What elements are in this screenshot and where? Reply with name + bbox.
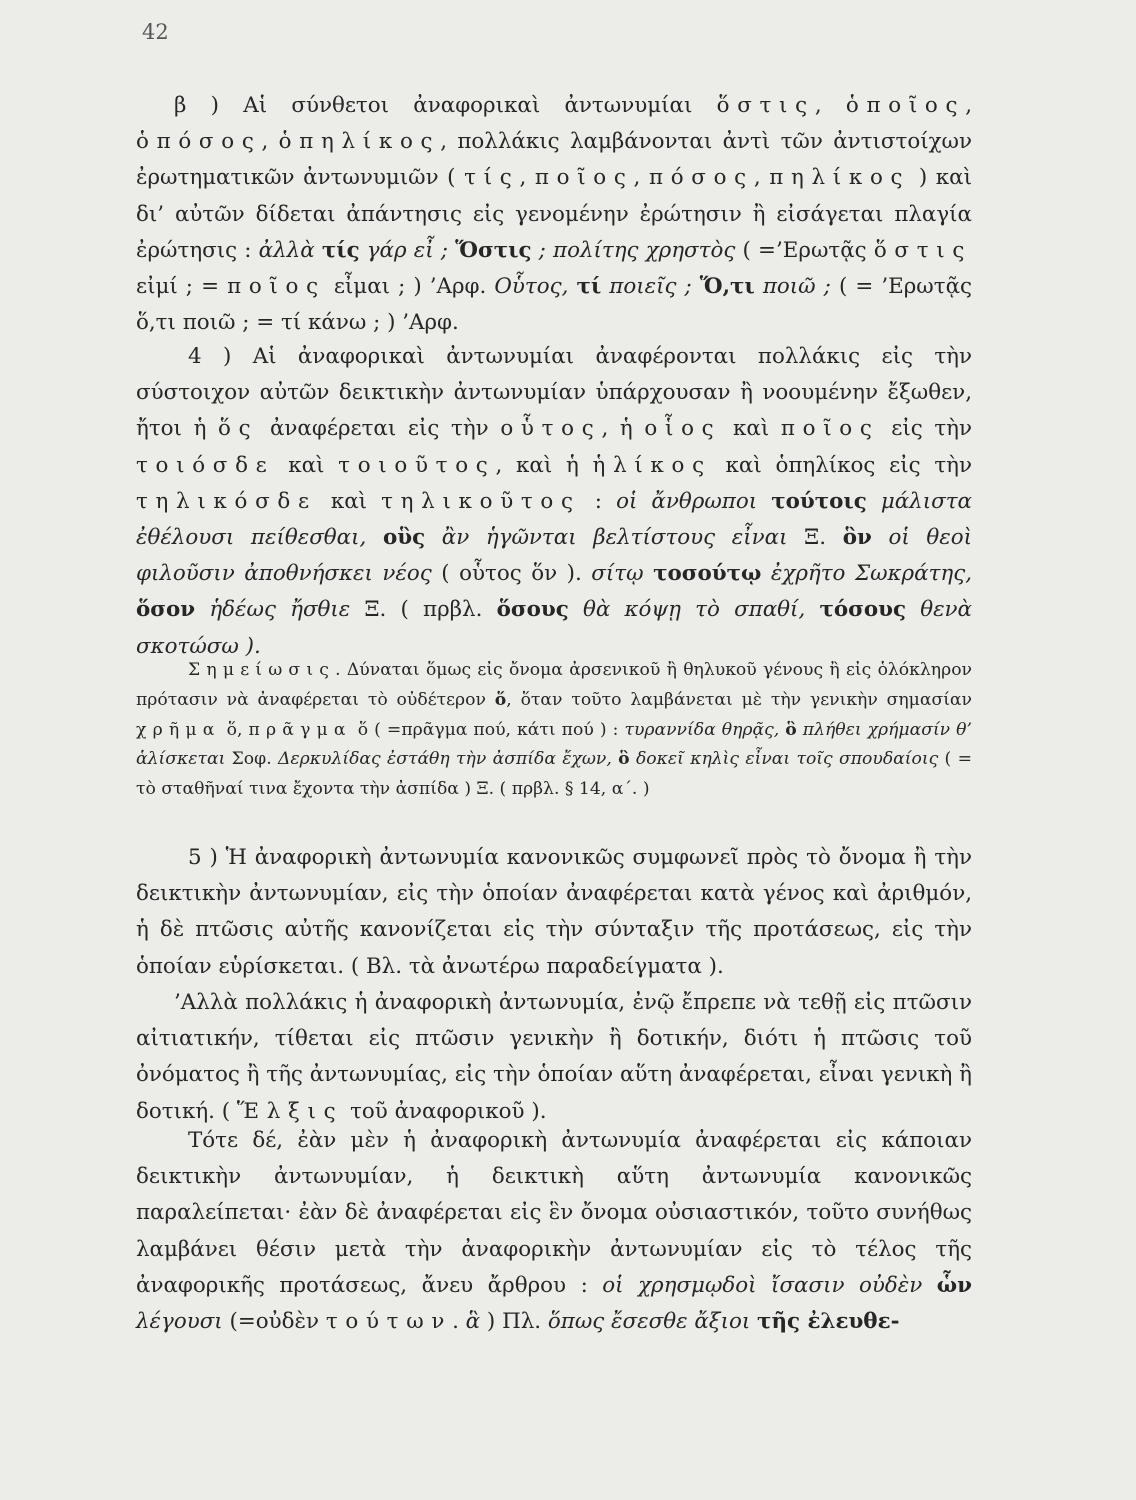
note-heading: Σημείωσις bbox=[188, 660, 336, 680]
term-oposos: ὁπόσος bbox=[136, 129, 262, 155]
term-pilikos: πηλίκος bbox=[769, 165, 911, 191]
term-ostis: ὅστις bbox=[716, 93, 815, 118]
paragraph-attraction: ’Αλλὰ πολλάκις ἡ ἀναφορικὴ ἀντωνυμία, ἐνῷ ἔπρεπε νὰ τεθῇ εἰς πτῶσιν αἰτιατικήν, τίθεται εἰς πτῶσιν γενικὴν ἢ δοτικήν, διότι ἡ πτῶσις τοῦ ὀνόματος ἢ τῆς ἀντωνυμίας, εἰς τὴν ὁποίαν αὕτη ἀναφέρεται, εἶναι γενικὴ ἢ δοτική. ( Ἕλξις τοῦ ἀναφορικοῦ ). bbox=[136, 990, 972, 1124]
p2-text: 4 ) Αἱ ἀναφορικαὶ ἀντωνυμίαι ἀναφέρονται πολλάκις εἰς τὴν σύστοιχον αὐτῶν δεικτικὴν ἀντωνυμίαν ὑπάρχουσαν ἢ νοουμένην ἔξωθεν, ἤτοι ἡ bbox=[136, 344, 972, 442]
term-poios: ποῖος bbox=[534, 165, 634, 191]
paragraph-4: 4 ) Αἱ ἀναφορικαὶ ἀντωνυμίαι ἀναφέρονται πολλάκις εἰς τὴν σύστοιχον αὐτῶν δεικτικὴν ἀντωνυμίαν ὑπάρχουσαν ἢ νοουμένην ἔξωθεν, ἤτοι ἡ ὅς ἀναφέρεται εἰς τὴν οὗτος, ἡ οἷος καὶ ποῖος εἰς τὴν τοιόσδε καὶ τοιοῦτος, καὶ ἡ ἡλίκος καὶ ὁπηλίκος εἰς τὴν τηλικόσδε καὶ τηλικοῦτος : οἱ ἄνθρωποι τούτοις μάλιστα ἐθέλουσι πείθεσθαι, οὓς ἂν ἡγῶνται βελτίστους εἶναι Ξ. ὃν οἱ θεοὶ φιλοῦσιν ἀποθνήσκει νέος ( οὗτος ὅν ). σίτῳ τοσούτῳ ἐχρῆτο Σωκράτης, ὅσον ἡδέως ἤσθιε Ξ. ( πρβλ. ὅσους θὰ κόψῃ τὸ σπαθί, τόσους θενὰ σκοτώσω ). bbox=[136, 344, 973, 659]
paragraph-beta: β ) Αἱ σύνθετοι ἀναφορικαὶ ἀντωνυμίαι ὅστις, ὁποῖος, ὁπόσος, ὁπηλίκος, πολλάκις λαμβάνονται ἀντὶ τῶν ἀντιστοίχων ἐρωτηματικῶν ἀντωνυμιῶν ( τίς, ποῖος, πόσος, πηλίκος ) καὶ δι’ αὐτῶν δίδεται ἀπάντησις εἰς γενομένην ἐρώτησιν ἢ εἰσάγεται πλαγία ἐρώτησις : ἀλλὰ τίς γάρ εἶ ; Ὅστις ; πολίτης χρηστὸς ( =’Ερωτᾷς ὅστις εἰμί ; = ποῖος εἶμαι ; ) ’Αρφ. Οὗτος, τί ποιεῖς ; Ὅ,τι ποιῶ ; ( = ’Ερωτᾷς ὅ,τι ποιῶ ; = τί κάνω ; ) ’Αρφ. bbox=[136, 93, 973, 336]
term-opilikos: ὁπηλίκος bbox=[278, 129, 441, 155]
p1-text: β ) Αἱ σύνθετοι ἀναφορικαὶ ἀντωνυμίαι bbox=[174, 93, 717, 118]
term-tis: τίς bbox=[464, 165, 520, 191]
term-opoios: ὁποῖος bbox=[845, 93, 966, 118]
example-italic: ἀλλὰ bbox=[258, 237, 322, 263]
example-bold: τίς bbox=[321, 237, 360, 263]
term-posos: πόσος bbox=[648, 165, 754, 191]
paragraph-5 bbox=[136, 840, 972, 985]
term-elxis: Ἕλξις bbox=[236, 1098, 344, 1124]
p4-text: ’Αλλὰ πολλάκις ἡ ἀναφορικὴ ἀντωνυμία, ἐνῷ ἔπρεπε νὰ τεθῇ εἰς πτῶσιν αἰτιατικήν, τίθεται εἰς πτῶσιν γενικὴν ἢ δοτικήν, διότι ἡ πτῶσις τοῦ ὀνόματος ἢ τῆς ἀντωνυμίας, εἰς τὴν ὁποίαν αὕτη ἀναφέρεται, εἶναι γενικὴ ἢ δοτική. ( bbox=[136, 990, 972, 1124]
p5-text: Τότε δέ, ἐὰν μὲν ἡ ἀναφορικὴ ἀντωνυμία ἀναφέρεται εἰς κάποιαν δεικτικὴν ἀντωνυμίαν, ἡ δεικτικὴ αὕτη ἀντωνυμία κανονικῶς παραλείπεται· ἐὰν δὲ ἀναφέρεται εἰς ἓν ὄνομα οὐσιαστικόν, τοῦτο συνήθως λαμβάνει θέσιν μετὰ τὴν ἀναφορικὴν ἀντωνυμίαν εἰς τὸ τέλος τῆς ἀναφορικῆς προτάσεως, ἄνευ ἄρθρου : bbox=[136, 1128, 972, 1298]
p3-text: 5 ) Ἡ ἀναφορικὴ ἀντωνυμία κανονικῶς συμφωνεῖ πρὸς τὸ ὄνομα ἢ τὴν δεικτικὴν ἀντωνυμίαν, εἰς τὴν ὁποίαν ἀναφέρεται κατὰ γένος καὶ ἀριθμόν, ἡ δὲ πτῶσις αὐτῆς κανονίζεται εἰς τὴν σύνταξιν τῆς προτάσεως, εἰς τὴν ὁποίαν εὑρίσκεται. ( Βλ. τὰ ἀνωτέρω παραδείγματα ). bbox=[136, 845, 972, 979]
paragraph-tote: Τότε δέ, ἐὰν μὲν ἡ ἀναφορικὴ ἀντωνυμία ἀναφέρεται εἰς κάποιαν δεικτικὴν ἀντωνυμίαν, ἡ δεικτικὴ αὕτη ἀντωνυμία κανονικῶς παραλείπεται· ἐὰν δὲ ἀναφέρεται εἰς ἓν ὄνομα οὐσιαστικόν, τοῦτο συνήθως λαμβάνει θέσιν μετὰ τὴν ἀναφορικὴν ἀντωνυμίαν εἰς τὸ τέλος τῆς ἀναφορικῆς προτάσεως, ἄνευ ἄρθρου : οἱ χρησμῳδοὶ ἴσασιν οὐδὲν ὧν λέγουσι (=οὐδὲν τούτων. ἃ ) Πλ. ὅπως ἔσεσθε ἄξιοι τῆς ἐλευθε- bbox=[136, 1128, 972, 1335]
page-number: 42 bbox=[142, 20, 169, 44]
note-paragraph: Σημείωσις. Δύναται ὅμως εἰς ὄνομα ἀρσενικοῦ ἢ θηλυκοῦ γένους ἢ εἰς ὁλόκληρον πρότασιν νὰ ἀναφέρεται τὸ οὐδέτερον ὅ, ὅταν τοῦτο λαμβάνεται μὲ τὴν γενικὴν σημασίαν χρῆμα ὅ, πρᾶγμα ὅ ( =πρᾶγμα πού, κάτι πού ) : τυραννίδα θηρᾷς, ὃ πλήθει χρήμασίν θ’ ἁλίσκεται Σοφ. Δερκυλίδας ἐστάθη τὴν ἀσπίδα ἔχων, ὃ δοκεῖ κηλὶς εἶναι τοῖς σπουδαίοις ( = τὸ σταθῆναί τινα ἔχοντα τὴν ἀσπίδα ) Ξ. ( πρβλ. § 14, α΄. ) bbox=[136, 660, 972, 800]
